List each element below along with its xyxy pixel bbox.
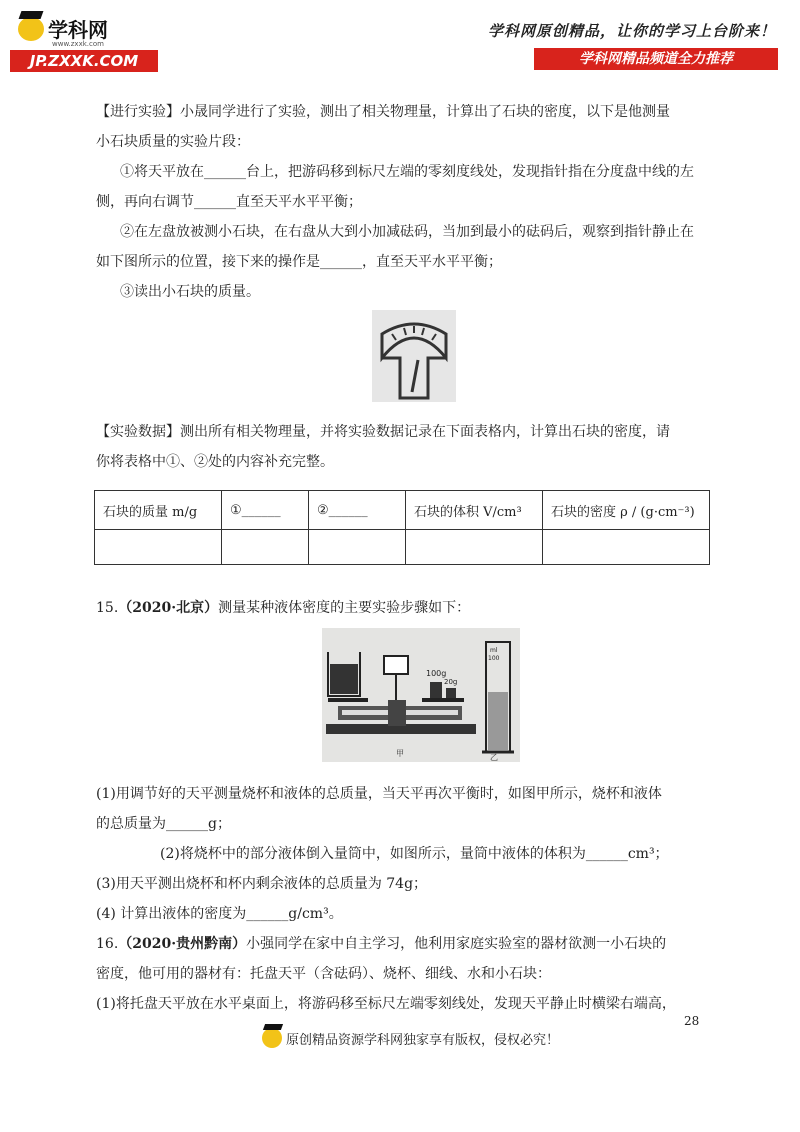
footer-copyright — [262, 1028, 559, 1048]
logo-small-url: www.zxxk.com — [52, 40, 104, 48]
page-number: 28 — [684, 1014, 700, 1028]
data-table — [94, 490, 710, 565]
text-line: 你将表格中①、②处的内容补充完整。 — [96, 454, 334, 470]
question-15 — [96, 598, 708, 618]
text-line: ②在左盘放被测小石块，在右盘从大到小加减砝码，当加到最小的砝码后，观察到指针静止在 — [120, 224, 694, 240]
mascot-icon — [262, 1028, 282, 1048]
text-line: ③读出小石块的质量。 — [120, 284, 260, 300]
text-line: 【进行实验】小晟同学进行了实验，测出了相关物理量，计算出了石块的密度，以下是他测量 — [96, 104, 670, 120]
text-line: ①将天平放在______台上，把游码移到标尺左端的零刻度线处，发现指针指在分度盘中线的左 — [120, 164, 694, 180]
question-source: （2020·贵州黔南） — [118, 936, 247, 952]
question-source: （2020·北京） — [118, 600, 219, 616]
text-line: 密度，他可用的器材有：托盘天平（含砝码）、烧杯、细线、水和小石块： — [96, 966, 551, 982]
logo-url-bar: JP.ZXXK.COM — [10, 50, 158, 72]
text-line: (3)用天平测出烧杯和杯内剩余液体的总质量为 74g； — [96, 876, 428, 892]
question-16 — [96, 934, 708, 954]
header-slogan: 学科网原创精品，让你的学习上台阶来！ — [487, 22, 776, 40]
copyright-text: 原创精品资源学科网独家享有版权，侵权必究！ — [286, 1032, 560, 1048]
table-cell[interactable] — [309, 530, 406, 565]
text-line: 的总质量为______g； — [96, 816, 231, 832]
balance-pointer-figure — [372, 310, 456, 402]
figure-label-jia: 甲 — [396, 749, 404, 758]
weight-label: 20g — [444, 678, 458, 686]
question-number: 15. — [96, 600, 119, 616]
text-line: 侧，再向右调节______直至天平水平平衡； — [96, 194, 362, 210]
table-cell[interactable] — [543, 530, 710, 565]
site-logo — [18, 14, 108, 43]
table-header-cell: 石块的体积 V/cm³ — [406, 491, 543, 530]
table-header-cell: ②______ — [309, 491, 406, 530]
weight-label: 100g — [426, 669, 447, 678]
table-header-cell: 石块的密度 ρ / (g·cm⁻³) — [543, 491, 710, 530]
question-number: 16. — [96, 936, 119, 952]
question-stem: 小强同学在家中自主学习，他利用家庭实验室的器材欲测一小石块的 — [246, 936, 667, 952]
text-line: 【实验数据】测出所有相关物理量，并将实验数据记录在下面表格内，计算出石块的密度，请 — [96, 424, 670, 440]
cylinder-max: 100 — [488, 655, 500, 662]
balance-and-cylinder-figure — [322, 628, 520, 762]
text-line: (2)将烧杯中的部分液体倒入量筒中，如图所示，量筒中液体的体积为______cm³； — [160, 846, 669, 862]
header-slogan-bar: 学科网精品频道全力推荐 — [534, 48, 778, 70]
text-line: (1)将托盘天平放在水平桌面上，将游码移至标尺左端零刻线处，发现天平静止时横梁右端高， — [96, 996, 676, 1012]
cylinder-unit: ml — [490, 647, 498, 654]
table-row — [95, 530, 710, 565]
text-line: (1)用调节好的天平测量烧杯和液体的总质量，当天平再次平衡时，如图甲所示，烧杯和液体 — [96, 786, 662, 802]
question-stem: 测量某种液体密度的主要实验步骤如下： — [218, 600, 471, 616]
table-cell[interactable] — [222, 530, 309, 565]
table-header-cell: ①______ — [222, 491, 309, 530]
table-row — [95, 491, 710, 530]
table-cell[interactable] — [406, 530, 543, 565]
table-header-cell: 石块的质量 m/g — [95, 491, 222, 530]
text-line: 如下图所示的位置，接下来的操作是______，直至天平水平平衡； — [96, 254, 502, 270]
figure-label-yi: 乙 — [490, 753, 498, 762]
logo-text: 学科网 — [48, 18, 108, 42]
table-cell[interactable] — [95, 530, 222, 565]
mascot-icon — [18, 17, 44, 41]
text-line: 小石块质量的实验片段： — [96, 134, 250, 150]
text-line: (4) 计算出液体的密度为______g/cm³。 — [96, 906, 343, 922]
